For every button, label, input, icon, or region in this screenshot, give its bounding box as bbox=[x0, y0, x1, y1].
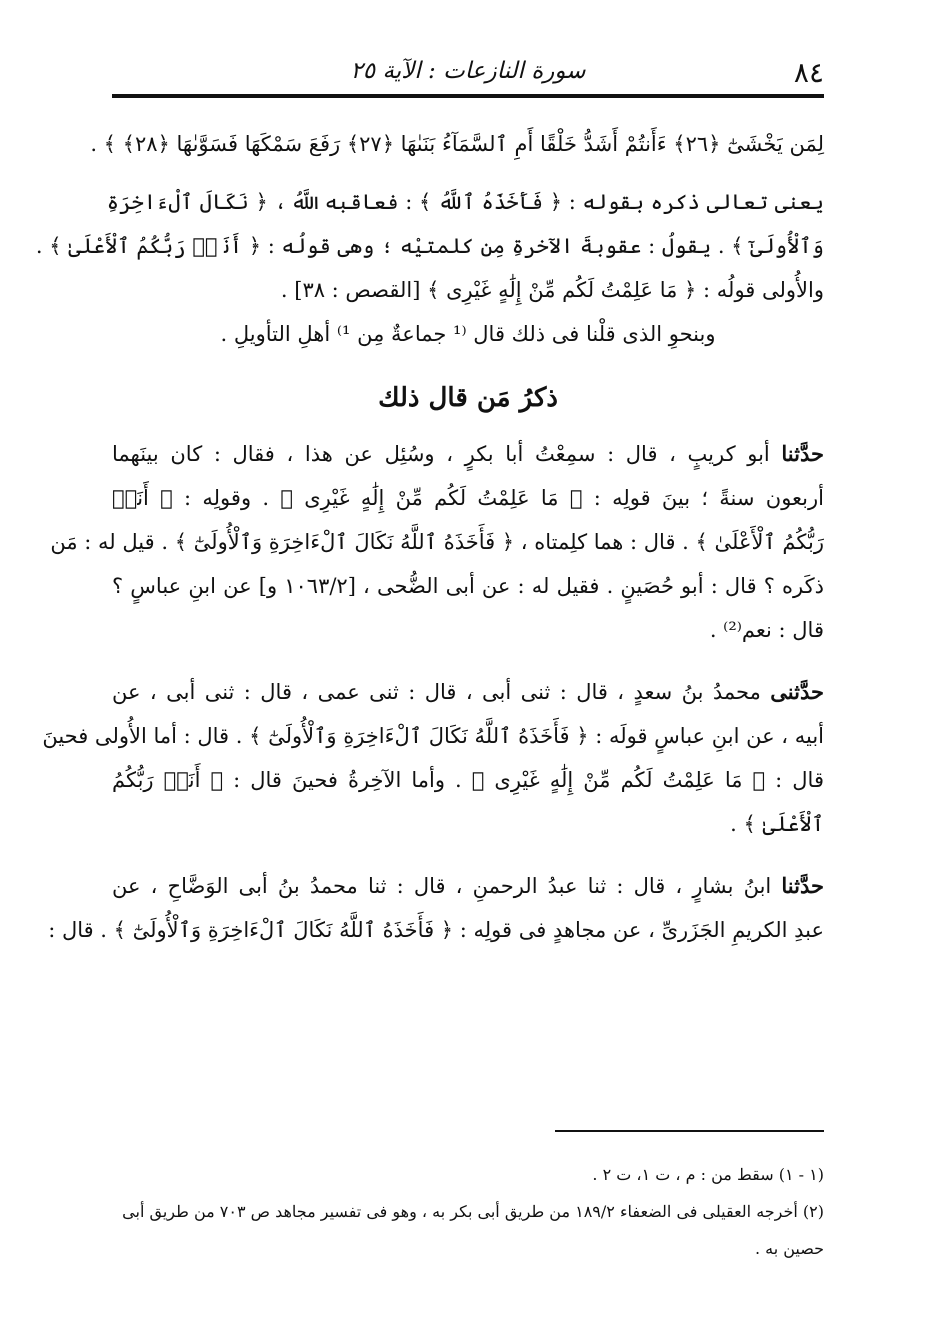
footnote: (٢) أخرجه العقيلى فى الضعفاء ١٨٩/٢ من طريق أبى بكر به ، وهو فى تفسير مجاهد ص ٧٠٣ من طريق أبى bbox=[122, 1202, 824, 1221]
quran-verse-line: لِمَن يَخْشَىٰٓ ﴿٢٦﴾ ءَأَنتُمْ أَشَدُّ خَلْقًا أَمِ ٱلسَّمَآءُ بَنَىٰهَا ﴿٢٧﴾ رَفَعَ سَمْكَهَا فَسَوَّىٰهَا ﴿٢٨﴾ ﴾ . bbox=[90, 132, 824, 156]
paragraph-line: أربعون سنةً ؛ بينَ قولِه : ﴿ مَا عَلِمْتُ لَكُم مِّنْ إِلَٰهٍ غَيْرِى ﴾ . وقولِه : ﴿ أَنَا۠ bbox=[112, 486, 824, 510]
running-title: سورة النازعات : الآية ٢٥ bbox=[350, 58, 586, 84]
narration-lead: حدَّثنى bbox=[770, 679, 824, 704]
paragraph-line: حدَّثنا ابنُ بشارٍ ، قال : ثنا عبدُ الرحمنِ ، قال : ثنا محمدُ بنُ أبى الوَضَّاحِ ، عن bbox=[112, 873, 824, 898]
intro-line: والأُولى قولُه : ﴿ مَا عَلِمْتُ لَكُم مِّنْ إِلَٰهٍ غَيْرِى ﴾ [القصص : ٣٨] . bbox=[280, 278, 824, 302]
footnote-separator bbox=[555, 1130, 824, 1132]
section-heading: ذكرُ مَن قال ذلك bbox=[378, 383, 558, 413]
page-number: ٨٤ bbox=[793, 56, 824, 89]
intro-line: وبنحوِ الذى قلْنا فى ذلك قال ⁽¹ جماعةٌ مِن ¹⁾ أهلِ التأويلِ . bbox=[220, 322, 716, 346]
intro-line: يعنى تعالى ذكره بقوله : ﴿ فَأَخَذَهُ ٱللَّهُ ﴾ : فعاقبه اللَّهُ ، ﴿ نَكَالَ ٱلْءَاخِرَةِ bbox=[106, 190, 824, 214]
intro-line: وَٱلْأُولَىٰٓ ﴾ . يقولُ : عقوبةَ الآخرةِ مِن كلمتيْه ؛ وهى قولُه : ﴿ أَنَا۠ رَبُّكُمُ ٱلْأَعْلَىٰ ﴾ . bbox=[35, 234, 824, 258]
footnote: (١ - ١) سقط من : م ، ت ١، ت ٢ . bbox=[592, 1165, 824, 1184]
footnotes bbox=[112, 1156, 824, 1267]
narration-lead: حدَّثنا bbox=[781, 873, 824, 898]
paragraph-line: عبدِ الكريمِ الجَزَرىِّ ، عن مجاهدٍ فى قولِه : ﴿ فَأَخَذَهُ ٱللَّهُ نَكَالَ ٱلْءَاخِرَةِ وَٱلْأُولَىٰٓ ﴾ . قال : bbox=[48, 918, 824, 942]
paragraph-line: ذكَره ؟ قال : أبو حُصَينٍ . فقيل له : عن أبى الضُّحى ، [١٠٦٣/٢ و] عن ابنِ عباسٍ ؟ bbox=[112, 574, 824, 598]
paragraph-line: حدَّثنا أبو كريبٍ ، قال : سمِعْتُ أبا بكرٍ ، وسُئِل عن هذا ، فقال : كان بينَهما bbox=[112, 441, 824, 466]
main-text bbox=[35, 122, 824, 952]
paragraph-line: ٱلْأَعْلَىٰ ﴾ . bbox=[730, 812, 824, 836]
paragraph-line: قال : ﴿ مَا عَلِمْتُ لَكُم مِّنْ إِلَٰهٍ غَيْرِى ﴾ . وأما الآخِرةُ فحينَ قال : ﴿ أَنَا۠ رَبُّكُمُ bbox=[112, 768, 824, 792]
paragraph-line: قال : نعم⁽²⁾ . bbox=[709, 618, 824, 642]
narration-lead: حدَّثنا bbox=[781, 441, 824, 466]
paragraph-line: حدَّثنى محمدُ بنُ سعدٍ ، قال : ثنى أبى ، قال : ثنى عمى ، قال : ثنى أبى ، عن bbox=[112, 679, 824, 704]
paragraph-line: رَبُّكُمُ ٱلْأَعْلَىٰ ﴾ . قال : هما كلِمتاه ، ﴿ فَأَخَذَهُ ٱللَّهُ نَكَالَ ٱلْءَاخِرَةِ وَٱلْأُولَىٰٓ ﴾ . قيل له : مَن bbox=[50, 530, 824, 554]
paragraph-line: أبيه ، عن ابنِ عباسٍ قولَه : ﴿ فَأَخَذَهُ ٱللَّهُ نَكَالَ ٱلْءَاخِرَةِ وَٱلْأُولَىٰٓ ﴾ . قال : أما الأُولى فحينَ bbox=[42, 724, 824, 748]
footnote: حصين به . bbox=[754, 1239, 824, 1258]
page-header bbox=[112, 50, 824, 98]
